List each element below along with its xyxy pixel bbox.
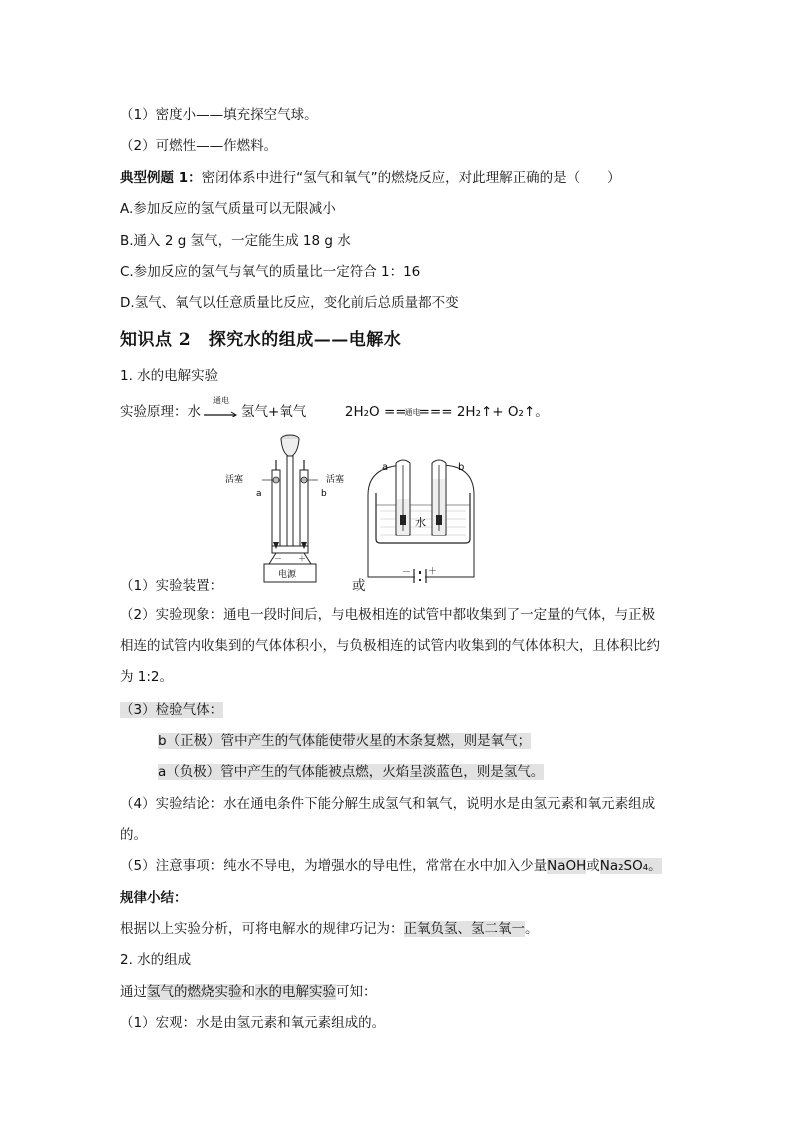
rule-summary-text: 根据以上实验分析，可将电解水的规律巧记为：正氧负氢、氢二氧一。 (120, 921, 539, 937)
water-electrolysis-highlight: 水的电解实验 (255, 984, 336, 1000)
rule-mnemonic: 正氧负氢、氢二氧一 (403, 921, 525, 937)
hydrogen-combustion-highlight: 氢气的燃烧实验 (147, 984, 242, 1000)
phenomenon-line-3: 为 1:2。 (120, 669, 174, 685)
subsection-electrolysis: 1. 水的电解实验 (120, 368, 219, 384)
device-label: （1）实验装置： (120, 578, 224, 594)
tube-b-label: b (458, 462, 465, 473)
battery-plus-label: ＋ (428, 567, 438, 577)
principle-line (120, 396, 549, 420)
phenomenon-line-1: （2）实验现象：通电一段时间后，与电极相连的试管中都收集到了一定量的气体，与正极 (120, 607, 656, 623)
conclusion-line-2: 的。 (120, 827, 147, 843)
hoffman-tube-a-label: a (256, 489, 262, 499)
principle-label: 实验原理： (120, 404, 188, 420)
naoh-highlight: NaOH (547, 858, 587, 874)
right-valve-label: 活塞 (326, 475, 345, 485)
option-c: C.参加反应的氢气与氧气的质量比一定符合 1：16 (120, 264, 421, 280)
option-a: A.参加反应的氢气质量可以无限减小 (120, 201, 336, 217)
power-supply-label: 电源 (278, 570, 297, 580)
simple-electrolysis-diagram (362, 455, 487, 583)
tube-a-label: a (382, 462, 389, 473)
option-d: D.氢气、氧气以任意质量比反应，变化前后总质量都不变 (120, 295, 459, 311)
hoffman-plus-label: ＋ (298, 554, 306, 563)
notes-line: （5）注意事项：纯水不导电，为增强水的导电性，常常在水中加入少量NaOH或Na₂SO₄。 (120, 858, 662, 874)
hoffman-apparatus-diagram (222, 430, 350, 585)
subsection-water-composition: 2. 水的组成 (120, 952, 192, 968)
conclusion-line-1: （4）实验结论：水在通电条件下能分解生成氢气和氧气，说明水是由氢元素和氧元素组成 (120, 796, 656, 812)
property-density: （1）密度小——填充探空气球。 (120, 107, 318, 123)
word-equation-lhs: 水 (187, 404, 201, 420)
na2so4-highlight: Na₂SO₄ (599, 858, 649, 874)
chemical-equation-condition: 通电 (404, 408, 421, 417)
battery-minus-label: － (402, 568, 412, 578)
chemical-equation-rhs: === 2H₂↑+ O₂↑。 (418, 404, 549, 420)
chemical-equation-lhs: 2H₂O == (344, 404, 407, 420)
word-equation-condition: 通电 (213, 396, 229, 405)
phenomenon-line-2: 相连的试管内收集到的气体体积小，与负极相连的试管内收集到的气体体积大，且体积比约 (120, 638, 660, 654)
example-text: 密闭体系中进行“氢气和氧气”的燃烧反应，对此理解正确的是（ ） (201, 170, 621, 186)
example-question (120, 166, 621, 186)
hoffman-tube-b-label: b (321, 489, 327, 499)
word-equation-arrow (201, 396, 241, 420)
water-label: 水 (415, 516, 426, 529)
section-heading-2: 知识点 2 探究水的组成——电解水 (120, 330, 402, 350)
rule-summary-label: 规律小结： (120, 890, 188, 906)
word-equation-rhs: 氢气+氧气 (241, 404, 307, 420)
macro-view: （1）宏观：水是由氢元素和氧元素组成的。 (120, 1015, 386, 1031)
or-text: 或 (352, 578, 366, 594)
property-flammability: （2）可燃性——作燃料。 (120, 138, 278, 154)
test-hydrogen: a（负极）管中产生的气体能被点燃，火焰呈淡蓝色，则是氢气。 (158, 764, 545, 780)
example-label: 典型例题 1： (120, 170, 202, 186)
left-valve-label: 活塞 (225, 475, 244, 485)
option-b: B.通入 2 g 氢气，一定能生成 18 g 水 (120, 233, 351, 249)
test-gas-label: （3）检验气体： (120, 702, 224, 718)
composition-intro: 通过氢气的燃烧实验和水的电解实验可知： (120, 984, 377, 1000)
test-oxygen: b（正极）管中产生的气体能使带火星的木条复燃，则是氧气； (158, 733, 532, 749)
hoffman-minus-label: － (274, 554, 282, 563)
